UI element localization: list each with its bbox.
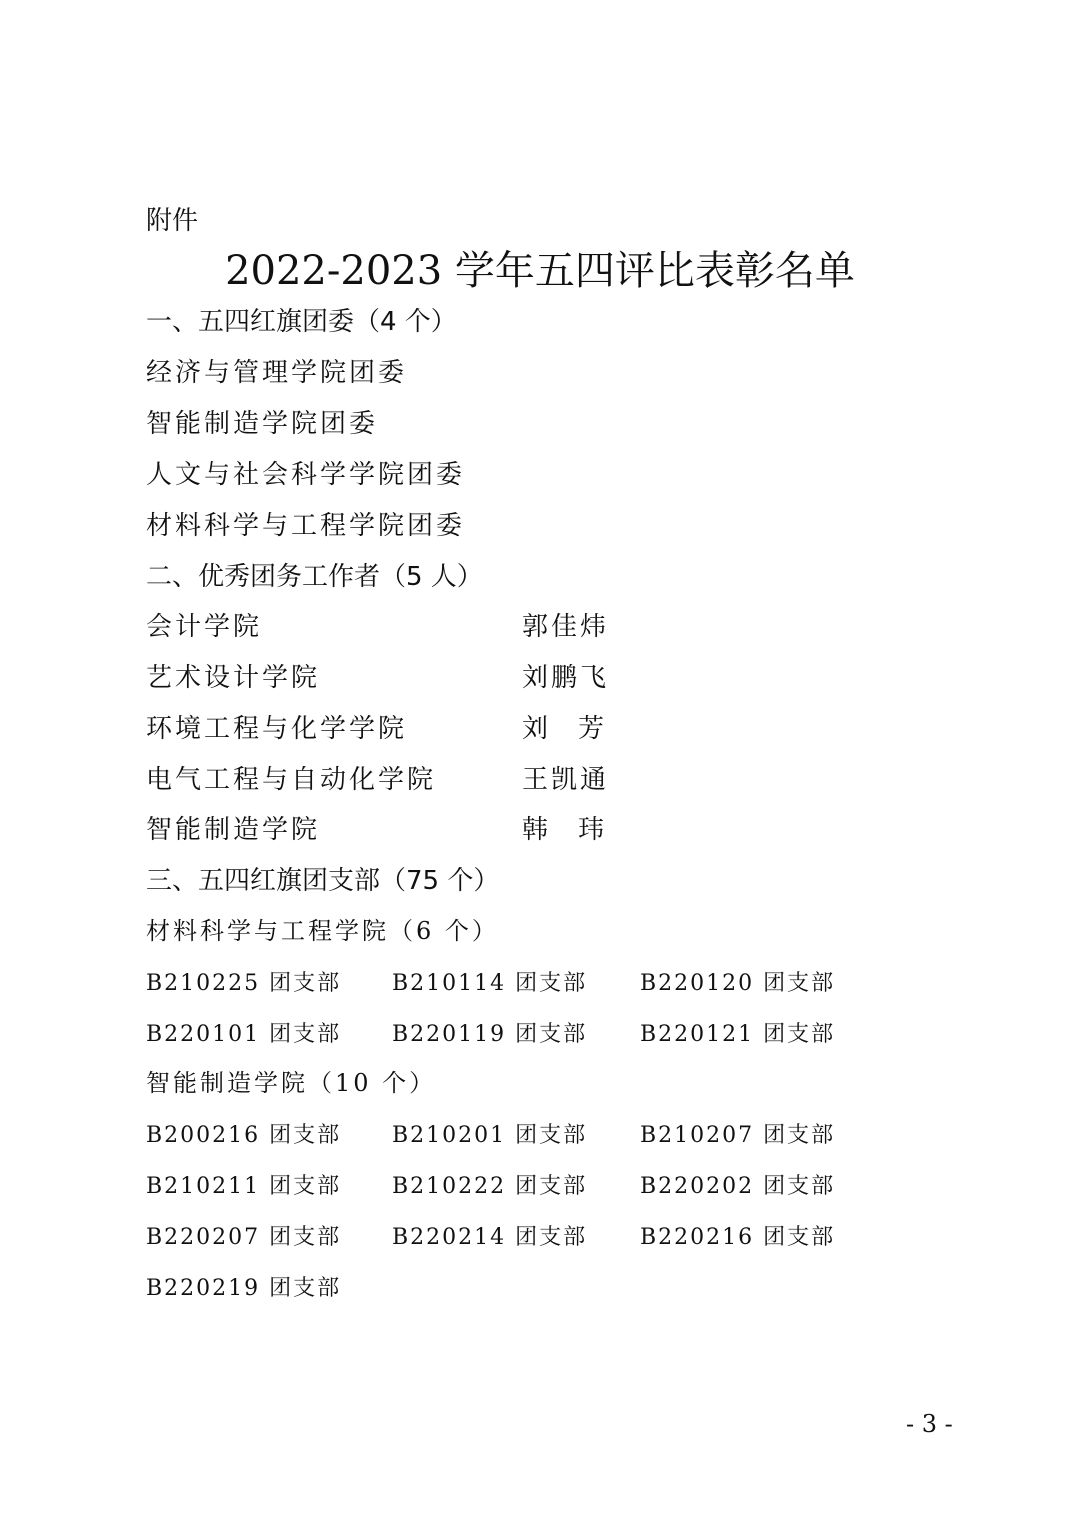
worker-name: 郭佳炜: [522, 612, 610, 642]
branch-item: B220216 团支部: [640, 1225, 836, 1250]
branch-item: B200216 团支部: [146, 1123, 342, 1148]
list-item: 智能制造学院团委: [146, 409, 379, 439]
worker-name: 王凯通: [522, 765, 610, 795]
worker-name: 刘鹏飞: [522, 663, 610, 693]
worker-college: 智能制造学院: [146, 815, 321, 845]
branch-item: B220214 团支部: [392, 1225, 588, 1250]
branch-item: B210201 团支部: [392, 1123, 588, 1148]
list-item: 经济与管理学院团委: [146, 358, 408, 388]
branch-item: B210225 团支部: [146, 971, 342, 996]
document-title: 2022-2023 学年五四评比表彰名单: [225, 248, 855, 294]
branch-item: B220202 团支部: [640, 1174, 836, 1199]
group-subheading: 材料科学与工程学院（6 个）: [146, 917, 499, 945]
branch-item: B220101 团支部: [146, 1022, 342, 1047]
branch-item: B220207 团支部: [146, 1225, 342, 1250]
worker-college: 环境工程与化学学院: [146, 714, 408, 744]
list-item: 人文与社会科学学院团委: [146, 460, 466, 490]
branch-item: B210207 团支部: [640, 1123, 836, 1148]
section-heading-red-flag-branches: 三、五四红旗团支部（75 个）: [146, 866, 500, 896]
branch-item: B220121 团支部: [640, 1022, 836, 1047]
worker-name: 刘芳: [522, 714, 635, 744]
attachment-label: 附件: [146, 206, 199, 236]
worker-college: 会计学院: [146, 612, 263, 642]
branch-item: B220219 团支部: [146, 1276, 342, 1301]
branch-item: B220120 团支部: [640, 971, 836, 996]
branch-item: B210114 团支部: [392, 971, 588, 996]
worker-college: 艺术设计学院: [146, 663, 321, 693]
branch-item: B210211 团支部: [146, 1174, 342, 1199]
worker-name: 韩玮: [522, 815, 635, 845]
group-subheading: 智能制造学院（10 个）: [146, 1069, 437, 1097]
worker-college: 电气工程与自动化学院: [146, 765, 437, 795]
page-number: - 3 -: [906, 1410, 953, 1438]
section-heading-outstanding-workers: 二、优秀团务工作者（5 人）: [146, 562, 483, 592]
list-item: 材料科学与工程学院团委: [146, 511, 466, 541]
branch-item: B210222 团支部: [392, 1174, 588, 1199]
branch-item: B220119 团支部: [392, 1022, 588, 1047]
section-heading-red-flag-committee: 一、五四红旗团委（4 个）: [146, 307, 457, 337]
